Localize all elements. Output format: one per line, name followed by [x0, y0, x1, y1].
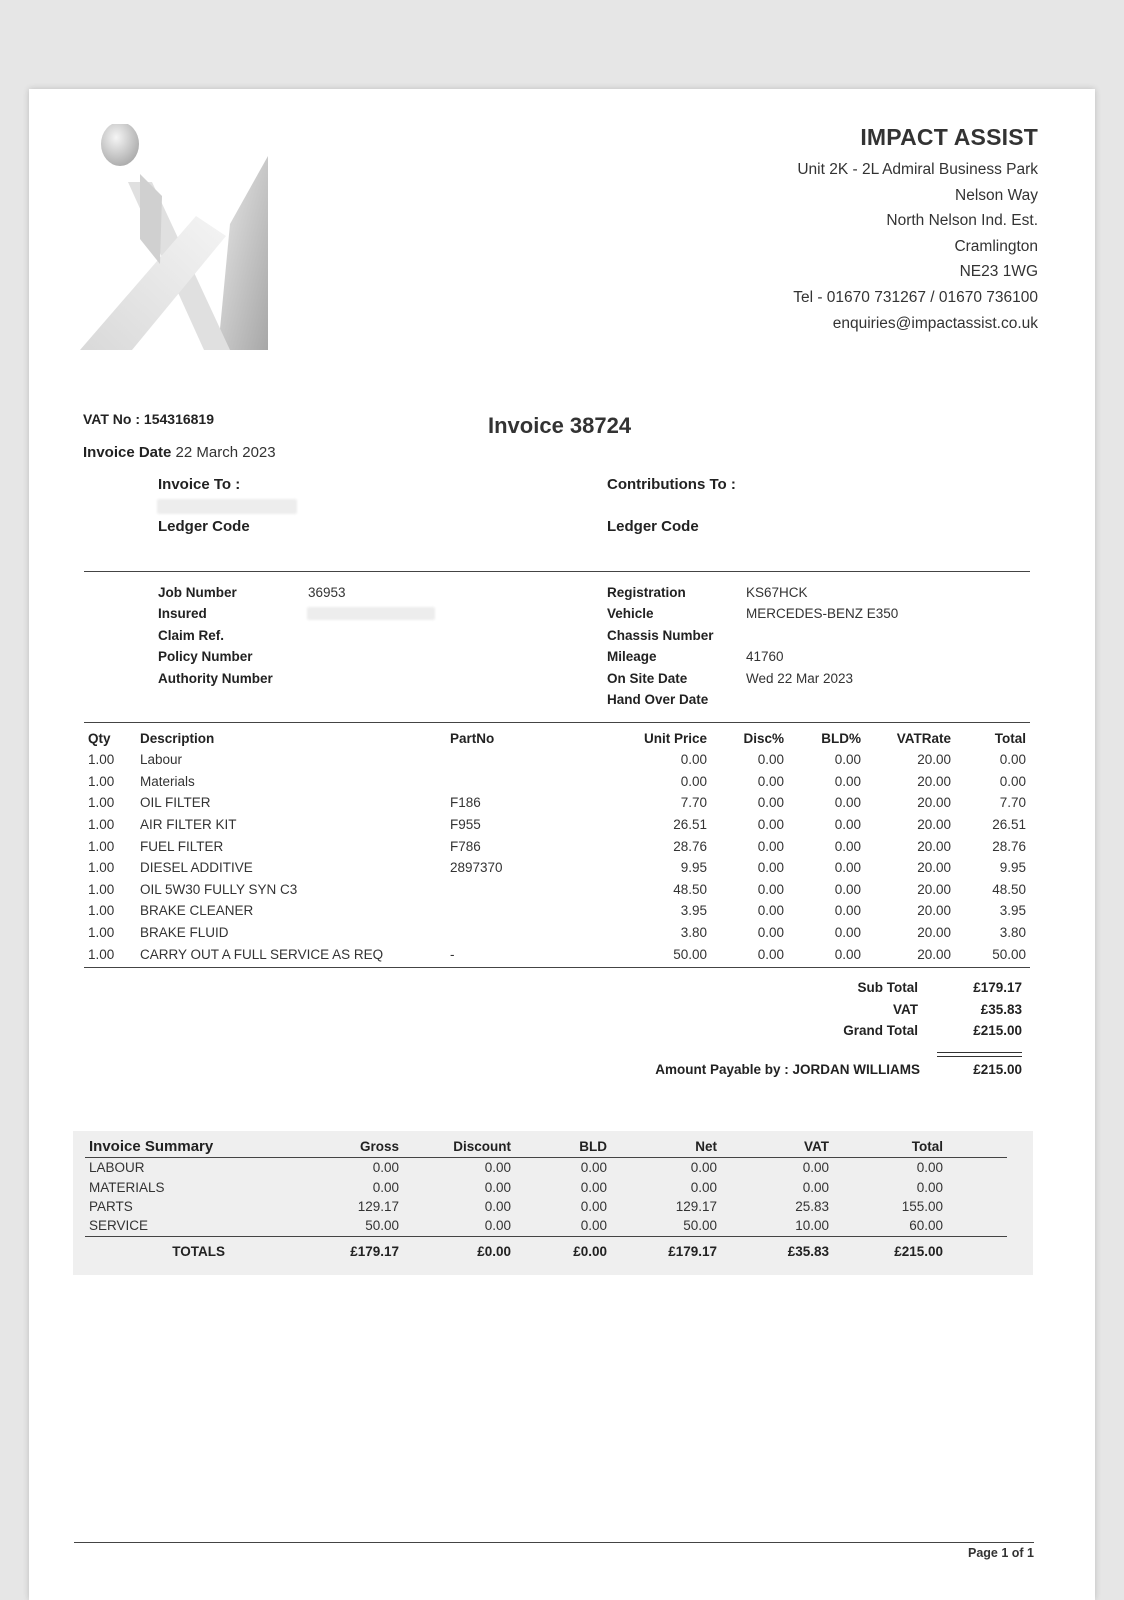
invoice-date-value: 22 March 2023 [175, 444, 276, 461]
footer-divider [74, 1542, 1034, 1543]
invoice-summary [73, 1131, 1033, 1275]
table-row [84, 835, 1030, 857]
divider [84, 722, 1030, 723]
cell-vatrate: 20.00 [917, 946, 951, 962]
table-row [84, 771, 1030, 793]
summary-header-row [85, 1135, 1007, 1158]
cell-unit-price: 7.70 [680, 795, 707, 811]
cell-disc: 0.00 [757, 773, 784, 789]
amount-payable-value: £215.00 [973, 1062, 1022, 1077]
cell-vatrate: 20.00 [917, 752, 951, 768]
col-disc: Disc% [743, 730, 784, 746]
cell-disc: 0.00 [757, 795, 784, 811]
mileage-label: Mileage [607, 649, 657, 665]
summary-cell: 0.00 [916, 1160, 943, 1176]
cell-partno [446, 879, 596, 901]
cell-total: 26.51 [992, 817, 1026, 833]
vehicle-label: Vehicle [607, 606, 654, 622]
amount-payable [560, 1062, 1022, 1077]
hand-over-date-label: Hand Over Date [607, 692, 709, 708]
address-line: Cramlington [954, 237, 1038, 255]
summary-row-name: PARTS [89, 1198, 133, 1214]
vat-total-value: £35.83 [980, 1001, 1022, 1017]
summary-cell: 0.00 [372, 1160, 399, 1176]
summary-cell: 129.17 [675, 1198, 717, 1214]
summary-cell: 0.00 [484, 1198, 511, 1214]
cell-unit-price: 0.00 [680, 752, 707, 768]
cell-partno [446, 771, 596, 793]
cell-vatrate: 20.00 [917, 860, 951, 876]
cell-vatrate: 20.00 [917, 795, 951, 811]
summary-total-cell: £179.17 [668, 1244, 717, 1260]
summary-cell: 0.00 [484, 1179, 511, 1195]
cell-partno: F786 [450, 838, 481, 854]
col-vatrate: VATRate [896, 730, 951, 746]
summary-col: Discount [453, 1138, 511, 1154]
cell-disc: 0.00 [757, 752, 784, 768]
summary-cell: 0.00 [580, 1218, 607, 1234]
cell-unit-price: 48.50 [673, 881, 707, 897]
cell-partno [446, 922, 596, 944]
invoice-date [83, 444, 276, 461]
cell-partno [446, 749, 596, 771]
summary-total-cell: £215.00 [894, 1244, 943, 1260]
summary-cell: 25.83 [795, 1198, 829, 1214]
cell-description: DIESEL ADDITIVE [140, 860, 253, 876]
cell-bld: 0.00 [834, 817, 861, 833]
cell-description: CARRY OUT A FULL SERVICE AS REQ [140, 946, 384, 962]
cell-vatrate: 20.00 [917, 817, 951, 833]
cell-qty: 1.00 [88, 946, 115, 962]
summary-total-cell: £0.00 [477, 1244, 511, 1260]
summary-cell: 0.00 [580, 1160, 607, 1176]
summary-cell: 10.00 [795, 1218, 829, 1234]
address-line: Unit 2K - 2L Admiral Business Park [797, 161, 1038, 178]
vat-label: VAT No : [83, 411, 144, 427]
insured-label: Insured [158, 606, 207, 622]
cell-qty: 1.00 [88, 881, 115, 897]
cell-unit-price: 3.80 [680, 925, 707, 941]
cell-vatrate: 20.00 [917, 925, 951, 941]
page-number: Page 1 of 1 [968, 1546, 1034, 1560]
cell-description: AIR FILTER KIT [140, 817, 237, 833]
table-row [84, 857, 1030, 879]
ledger-code-label: Ledger Code [158, 518, 250, 535]
cell-disc: 0.00 [757, 946, 784, 962]
cell-vatrate: 20.00 [917, 903, 951, 919]
vat-value: 154316819 [143, 411, 214, 427]
invoice-title: Invoice 38724 [488, 413, 632, 438]
cell-unit-price: 26.51 [673, 817, 707, 833]
grand-total-label: Grand Total [843, 1023, 918, 1039]
cell-bld: 0.00 [834, 795, 861, 811]
cell-qty: 1.00 [88, 838, 115, 854]
summary-cell: 0.00 [484, 1218, 511, 1234]
on-site-date-value: Wed 22 Mar 2023 [746, 670, 854, 686]
cell-partno: 2897370 [450, 860, 503, 876]
summary-cell: 0.00 [802, 1160, 829, 1176]
table-row [84, 749, 1030, 771]
cell-description: FUEL FILTER [140, 838, 224, 854]
col-description: Description [140, 730, 215, 746]
cell-qty: 1.00 [88, 773, 115, 789]
summary-row-name: MATERIALS [89, 1179, 165, 1195]
cell-qty: 1.00 [88, 752, 115, 768]
cell-disc: 0.00 [757, 881, 784, 897]
cell-unit-price: 3.95 [680, 903, 707, 919]
cell-disc: 0.00 [757, 925, 784, 941]
summary-col: VAT [804, 1138, 829, 1154]
cell-total: 3.80 [999, 925, 1026, 941]
summary-row [85, 1158, 1007, 1178]
summary-total-cell: £0.00 [573, 1244, 607, 1260]
col-bld: BLD% [821, 730, 861, 746]
cell-unit-price: 50.00 [673, 946, 707, 962]
cell-unit-price: 28.76 [673, 838, 707, 854]
authority-number-label: Authority Number [158, 670, 273, 686]
cell-partno [446, 900, 596, 922]
on-site-date-label: On Site Date [607, 670, 688, 686]
summary-cell: 0.00 [580, 1179, 607, 1195]
cell-total: 9.95 [999, 860, 1026, 876]
cell-total: 50.00 [992, 946, 1026, 962]
cell-bld: 0.00 [834, 838, 861, 854]
job-details-left [158, 582, 346, 689]
sub-total-value: £179.17 [973, 980, 1022, 995]
cell-description: Labour [140, 752, 183, 768]
summary-col: BLD [579, 1138, 607, 1154]
summary-cell: 0.00 [690, 1179, 717, 1195]
cell-description: BRAKE FLUID [140, 925, 229, 941]
summary-totals-row [85, 1236, 1007, 1267]
address-line: Nelson Way [955, 186, 1038, 204]
summary-col: Net [695, 1138, 717, 1154]
summary-totals-label: TOTALS [172, 1244, 225, 1260]
job-number-value: 36953 [308, 585, 346, 600]
amount-payable-label: Amount Payable by : JORDAN WILLIAMS [655, 1062, 920, 1077]
summary-cell: 155.00 [901, 1198, 943, 1214]
grand-total-value: £215.00 [973, 1023, 1022, 1039]
vehicle-value: MERCEDES-BENZ E350 [746, 606, 899, 622]
vat-total-label: VAT [893, 1001, 918, 1017]
address-line: North Nelson Ind. Est. [886, 212, 1038, 230]
cell-disc: 0.00 [757, 838, 784, 854]
cell-qty: 1.00 [88, 795, 115, 811]
summary-cell: 0.00 [802, 1179, 829, 1195]
summary-col: Gross [359, 1138, 399, 1154]
summary-cell: 0.00 [580, 1198, 607, 1214]
cell-partno: - [450, 946, 455, 962]
summary-total-cell: £35.83 [787, 1244, 829, 1260]
table-header-row [84, 727, 1030, 749]
summary-cell: 50.00 [365, 1218, 399, 1234]
line-items-table [84, 727, 1030, 965]
table-row [84, 879, 1030, 901]
registration-value: KS67HCK [746, 585, 808, 600]
summary-row-name: SERVICE [89, 1218, 149, 1234]
cell-bld: 0.00 [834, 946, 861, 962]
cell-total: 0.00 [999, 752, 1026, 768]
company-tel: Tel - 01670 731267 / 01670 736100 [793, 288, 1038, 306]
summary-cell: 0.00 [690, 1160, 717, 1176]
double-underline [937, 1052, 1022, 1057]
cell-qty: 1.00 [88, 925, 115, 941]
mileage-value: 41760 [746, 649, 784, 665]
invoice-to-label: Invoice To : [158, 476, 241, 493]
summary-row-name: LABOUR [89, 1160, 145, 1176]
cell-total: 7.70 [999, 795, 1026, 811]
chassis-number-label: Chassis Number [607, 627, 714, 643]
cell-unit-price: 0.00 [680, 773, 707, 789]
cell-description: BRAKE CLEANER [140, 903, 254, 919]
redacted-insured [307, 607, 435, 620]
cell-vatrate: 20.00 [917, 773, 951, 789]
company-address-block [618, 124, 1038, 336]
cell-bld: 0.00 [834, 881, 861, 897]
summary-row [85, 1177, 1007, 1196]
totals-block [780, 977, 1022, 1042]
invoice-date-label: Invoice Date [83, 444, 172, 461]
sub-total-label: Sub Total [857, 980, 918, 995]
summary-cell: 0.00 [372, 1179, 399, 1195]
cell-vatrate: 20.00 [917, 881, 951, 897]
cell-vatrate: 20.00 [917, 838, 951, 854]
cell-description: OIL 5W30 FULLY SYN C3 [140, 881, 298, 897]
redacted-name [157, 499, 297, 514]
invoice-summary-table [85, 1135, 1007, 1267]
divider [84, 571, 1030, 572]
claim-ref-label: Claim Ref. [158, 627, 225, 643]
cell-total: 3.95 [999, 903, 1026, 919]
summary-row [85, 1216, 1007, 1236]
cell-unit-price: 9.95 [680, 860, 707, 876]
summary-cell: 60.00 [909, 1218, 943, 1234]
table-row [84, 943, 1030, 965]
cell-disc: 0.00 [757, 903, 784, 919]
col-partno: PartNo [450, 730, 495, 746]
divider [84, 967, 1030, 968]
address-line: NE23 1WG [959, 263, 1038, 281]
cell-bld: 0.00 [834, 925, 861, 941]
cell-bld: 0.00 [834, 773, 861, 789]
table-row [84, 922, 1030, 944]
cell-partno: F955 [450, 817, 481, 833]
cell-description: OIL FILTER [140, 795, 211, 811]
table-row [84, 814, 1030, 836]
contributions-to-label: Contributions To : [607, 476, 736, 493]
col-qty: Qty [88, 730, 111, 746]
summary-cell: 0.00 [916, 1179, 943, 1195]
impact-assist-logo-icon [80, 124, 280, 359]
company-name: IMPACT ASSIST [860, 124, 1038, 150]
summary-cell: 50.00 [683, 1218, 717, 1234]
vat-number [83, 411, 214, 427]
summary-cell: 129.17 [357, 1198, 399, 1214]
cell-disc: 0.00 [757, 860, 784, 876]
summary-total-cell: £179.17 [350, 1244, 399, 1260]
cell-total: 28.76 [992, 838, 1026, 854]
cell-bld: 0.00 [834, 903, 861, 919]
summary-title: Invoice Summary [89, 1137, 214, 1155]
cell-disc: 0.00 [757, 817, 784, 833]
registration-label: Registration [607, 585, 686, 600]
col-total: Total [994, 730, 1026, 746]
cell-bld: 0.00 [834, 752, 861, 768]
summary-row [85, 1197, 1007, 1216]
cell-qty: 1.00 [88, 860, 115, 876]
table-row [84, 792, 1030, 814]
cell-total: 48.50 [992, 881, 1026, 897]
cell-bld: 0.00 [834, 860, 861, 876]
cell-qty: 1.00 [88, 817, 115, 833]
summary-cell: 0.00 [484, 1160, 511, 1176]
ledger-code-label: Ledger Code [607, 518, 699, 535]
company-email[interactable]: enquiries@impactassist.co.uk [832, 314, 1038, 332]
job-details-right [607, 582, 898, 710]
col-unit-price: Unit Price [643, 730, 707, 746]
cell-partno: F186 [450, 795, 481, 811]
cell-total: 0.00 [999, 773, 1026, 789]
table-row [84, 900, 1030, 922]
cell-qty: 1.00 [88, 903, 115, 919]
cell-description: Materials [140, 773, 195, 789]
summary-col: Total [911, 1138, 943, 1154]
policy-number-label: Policy Number [158, 649, 253, 665]
job-number-label: Job Number [158, 585, 237, 600]
